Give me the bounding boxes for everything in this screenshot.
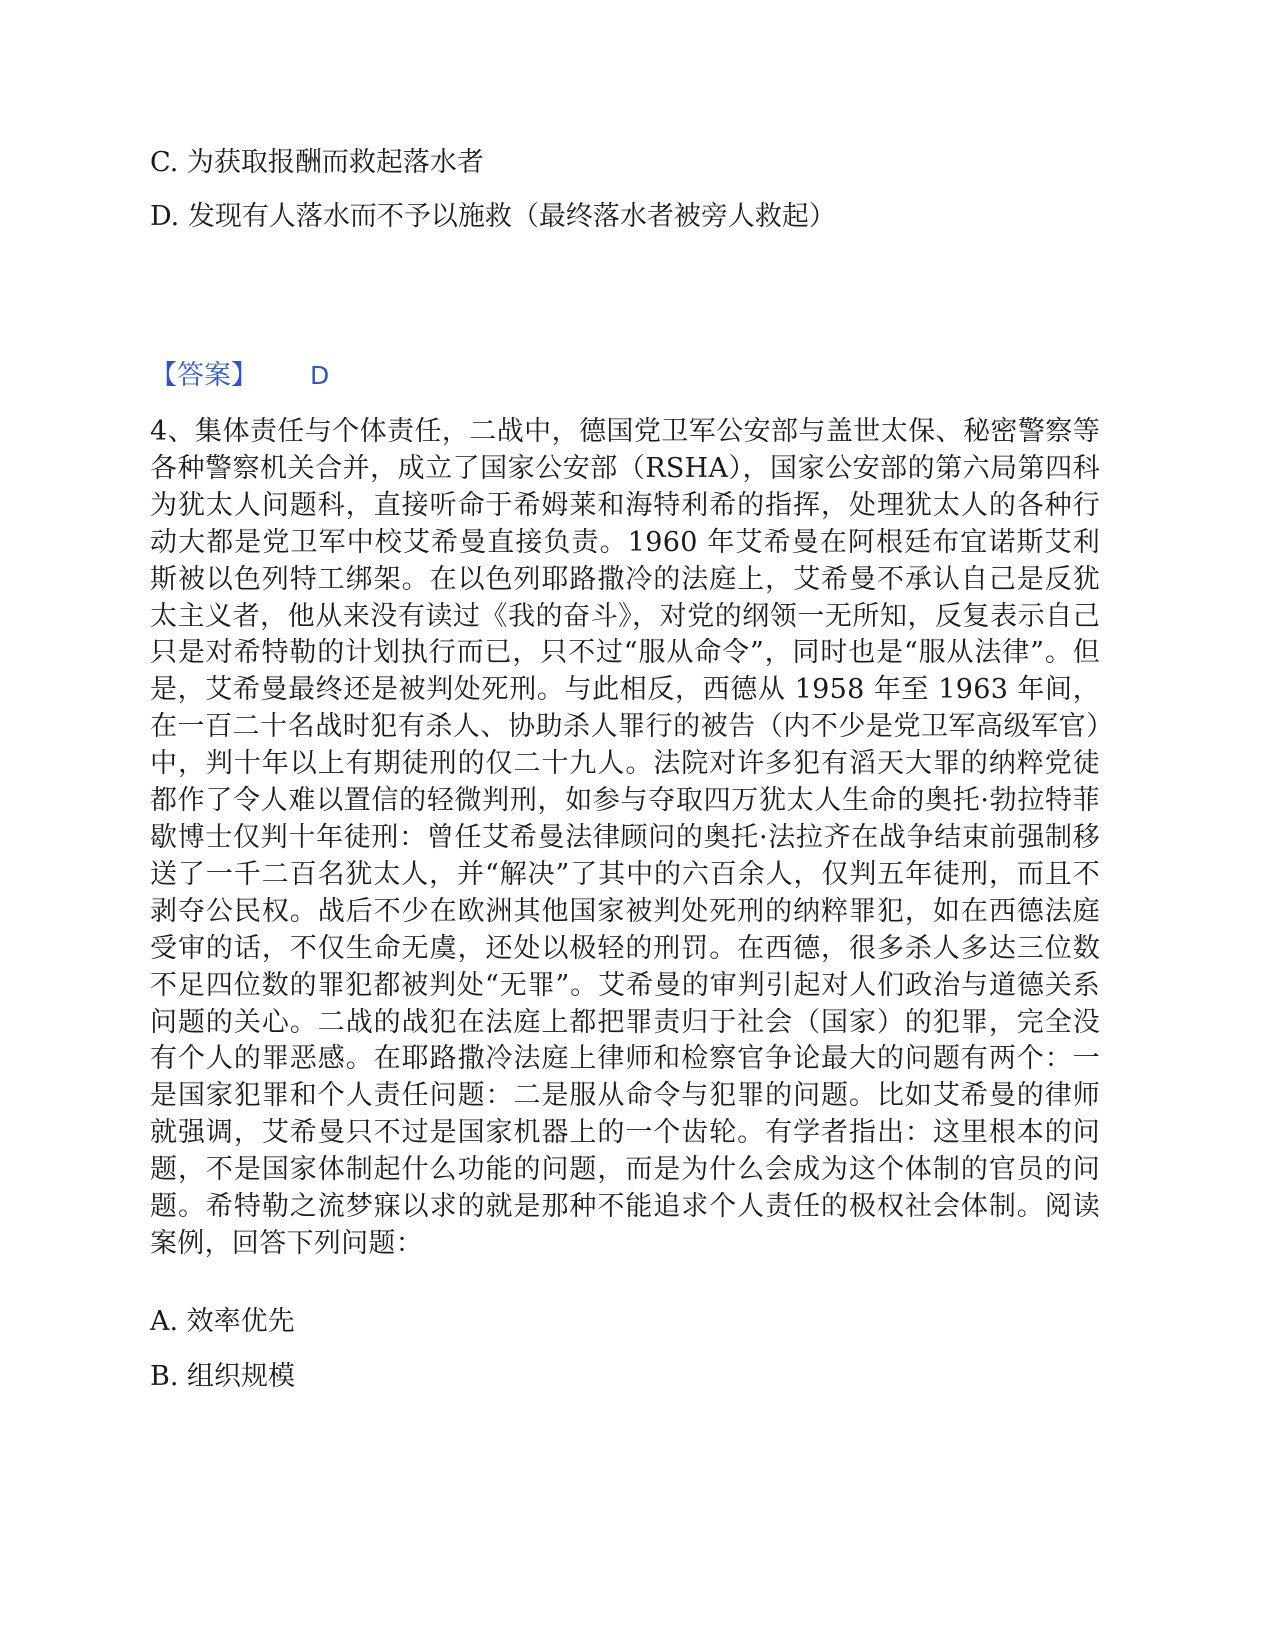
option-a: A. 效率优先 xyxy=(150,1306,295,1337)
option-c: C. 为获取报酬而救起落水者 xyxy=(150,147,484,178)
answer-value: D xyxy=(310,361,330,390)
question-4-passage xyxy=(150,414,1100,1263)
answer-block xyxy=(150,359,329,393)
question-4-text: 4、集体责任与个体责任，二战中，德国党卫军公安部与盖世太保、秘密警察等各种警察机关合并，成立了国家公安部（RSHA），国家公安部的第六局第四科为犹太人问题科，直接听命于希姆莱和海特利希的指挥，处理犹太人的各种行动大都是党卫军中校艾希曼直接负责。1960 年艾希曼在阿根廷布宜诺斯艾利斯被以色列特工绑架。在以色列耶路撒冷的法庭上，艾希曼不承认自己是反犹太主义者，他从来没有读过《我的奋斗》，对党的纲领一无所知，反复表示自己只是对希特勒的计划执行而已，只不过“服从命令”，同时也是“服从法律”。但是，艾希曼最终还是被判处死刑。与此相反，西德从 1958 年至 1963 年间，在一百二十名战时犯有杀人、协助杀人罪行的被告（内不少是党卫军高级军官）中，判十年以上有期徒刑的仅二十九人。法院对许多犯有滔天大罪的纳粹党徒都作了令人难以置信的轻微判刑，如参与夺取四万犹太人生命的奥托·勃拉特菲歇博士仅判十年徒刑：曾任艾希曼法律顾问的奥托·法拉齐在战争结束前强制移送了一千二百名犹太人，并“解决”了其中的六百余人，仅判五年徒刑，而且不剥夺公民权。战后不少在欧洲其他国家被判处死刑的纳粹罪犯，如在西德法庭受审的话，不仅生命无虞，还处以极轻的刑罚。在西德，很多杀人多达三位数不足四位数的罪犯都被判处“无罪”。艾希曼的审判引起对人们政治与道德关系问题的关心。二战的战犯在法庭上都把罪责归于社会（国家）的犯罪，完全没有个人的罪恶感。在耶路撒冷法庭上律师和检察官争论最大的问题有两个：一是国家犯罪和个人责任问题：二是服从命令与犯罪的问题。比如艾希曼的律师就强调，艾希曼只不过是国家机器上的一个齿轮。有学者指出：这里根本的问题，不是国家体制起什么功能的问题，而是为什么会成为这个体制的官员的问题。希特勒之流梦寐以求的就是那种不能追求个人责任的极权社会体制。阅读案例，回答下列问题： xyxy=(150,416,1100,1259)
answer-label: 【答案】 xyxy=(150,360,258,391)
option-d: D. 发现有人落水而不予以施救（最终落水者被旁人救起） xyxy=(150,201,836,232)
option-b: B. 组织规模 xyxy=(150,1361,296,1392)
